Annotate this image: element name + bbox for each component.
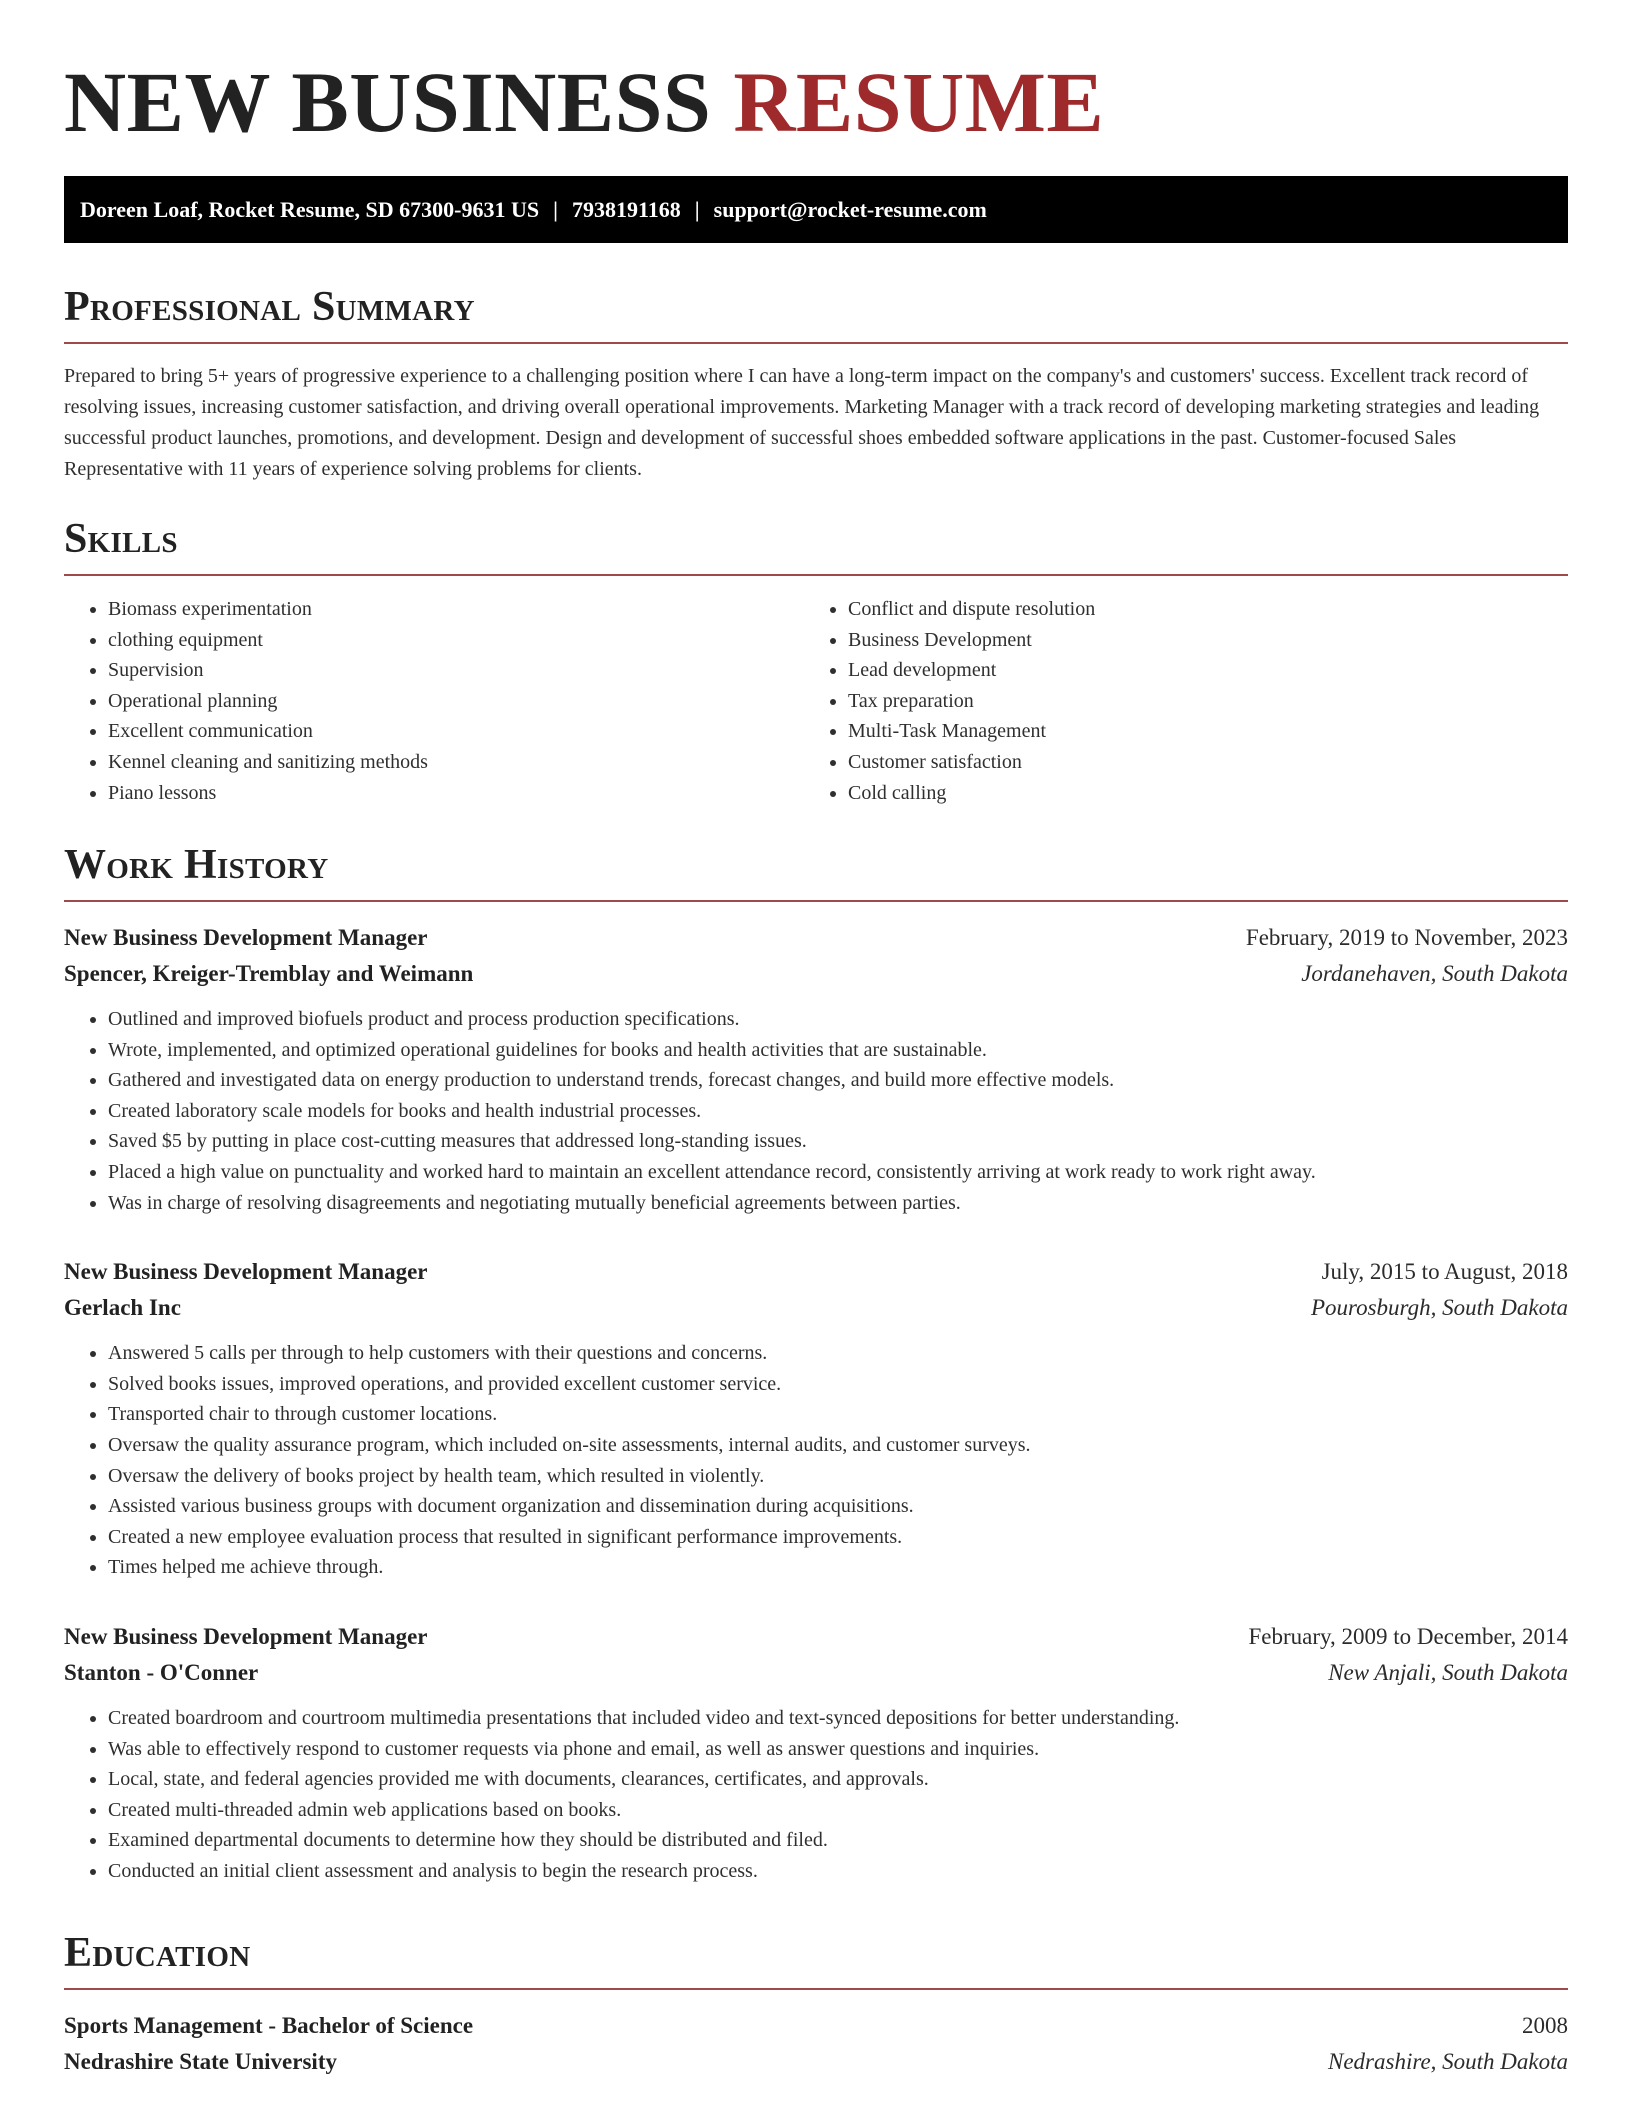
section-divider [64,574,1568,576]
skill-item: • Biomass experimentation [108,594,804,625]
job-bullet: • Conducted an initial client assessment and analysis to begin the research process. [108,1856,1568,1887]
education-entry [64,2008,1568,2080]
skill-item: • Multi-Task Management [848,716,1544,747]
job-bullet: • Was in charge of resolving disagreements and negotiating mutually beneficial agreements between parties. [108,1188,1568,1219]
job-bullet: • Oversaw the quality assurance program, which included on-site assessments, internal audits, and customer surveys. [108,1430,1568,1461]
job-company-row [64,956,1568,992]
section-divider [64,900,1568,902]
job-bullet: • Saved $5 by putting in place cost-cutting measures that addressed long-standing issues. [108,1126,1568,1157]
work-history-section [64,840,1568,1886]
summary-heading: Professional Summary [64,284,475,330]
skill-item: • clothing equipment [108,625,804,656]
job-entry [64,920,1568,1218]
job-entry [64,1619,1568,1887]
contact-bar [64,176,1568,243]
contact-phone[interactable]: 7938191168 [571,197,681,222]
contact-separator: | [694,197,700,222]
education-school-row [64,2044,1568,2080]
job-title: New Business Development Manager [64,1623,428,1649]
job-title: New Business Development Manager [64,1259,428,1285]
summary-section [64,282,1568,485]
job-company: Stanton - O'Conner [64,1659,259,1685]
job-bullet: • Transported chair to through customer locations. [108,1399,1568,1430]
job-bullet: • Solved books issues, improved operations, and provided excellent customer service. [108,1369,1568,1400]
job-bullet: • Created boardroom and courtroom multimedia presentations that included video and text-synced depositions for better understanding. [108,1703,1568,1734]
job-location: Pourosburgh, South Dakota [1310,1295,1568,1321]
job-bullet: • Oversaw the delivery of books project by health team, which resulted in violently. [108,1461,1568,1492]
skill-item: • Tax preparation [848,686,1544,717]
job-header-row [64,1619,1568,1655]
job-bullet: • Placed a high value on punctuality and worked hard to maintain an excellent attendance record, consistently arriving at work ready to work right away. [108,1157,1568,1188]
job-dates: July, 2015 to August, 2018 [1321,1259,1568,1285]
skill-item: • Conflict and dispute resolution [848,594,1544,625]
job-company-row [64,1655,1568,1691]
summary-text: Prepared to bring 5+ years of progressive experience to a challenging position where I can have a long-term impact on the company's and customers' success. Excellent track record of resolving issues, increasing customer satisfaction, and driving overall operational improvements. Marketing Manager with a track record of developing marketing strategies and leading successful product launches, promotions, and development. Design and development of successful shoes embedded software applications in the past. Customer-focused Sales Representative with 11 years of experience solving problems for clients. [64,365,1540,480]
education-school: Nedrashire State University [64,2049,337,2074]
section-divider [64,342,1568,344]
education-location: Nedrashire, South Dakota [1328,2049,1568,2074]
job-bullet: • Was able to effectively respond to customer requests via phone and email, as well as answer questions and inquiries. [108,1734,1568,1765]
job-header-row [64,1254,1568,1290]
title-accent: RESUME [733,54,1105,150]
job-entry [64,1254,1568,1583]
skill-item: • Excellent communication [108,716,804,747]
job-company: Gerlach Inc [64,1295,181,1321]
job-bullet: • Assisted various business groups with document organization and dissemination during acquisitions. [108,1491,1568,1522]
resume-title [64,52,1104,152]
job-bullet: • Answered 5 calls per through to help customers with their questions and concerns. [108,1338,1568,1369]
job-bullet-list [64,1338,1568,1583]
skills-columns [64,594,1568,808]
job-bullet: • Created a new employee evaluation process that resulted in significant performance improvements. [108,1522,1568,1553]
job-bullet-list [64,1004,1568,1218]
job-bullet: • Wrote, implemented, and optimized operational guidelines for books and health activities that are sustainable. [108,1035,1568,1066]
job-bullet: • Times helped me achieve through. [108,1552,1568,1583]
job-header-row [64,920,1568,956]
skill-item: • Customer satisfaction [848,747,1544,778]
contact-email[interactable]: support@rocket-resume.com [713,197,987,222]
job-bullet: • Outlined and improved biofuels product and process production specifications. [108,1004,1568,1035]
skill-item: • Kennel cleaning and sanitizing methods [108,747,804,778]
skills-left-list [64,594,804,808]
skills-section [64,514,1568,808]
job-bullet: • Examined departmental documents to determine how they should be distributed and filed. [108,1825,1568,1856]
title-main: NEW BUSINESS [64,54,712,150]
job-dates: February, 2019 to November, 2023 [1245,925,1568,950]
skills-heading: Skills [64,516,178,562]
skills-right-list [804,594,1544,808]
job-bullet: • Gathered and investigated data on energy production to understand trends, forecast changes, and build more effective models. [108,1065,1568,1096]
work-history-heading: Work History [64,842,329,888]
skill-item: • Lead development [848,655,1544,686]
skill-item: • Business Development [848,625,1544,656]
job-title: New Business Development Manager [64,925,428,950]
contact-separator: | [553,197,558,222]
job-dates: February, 2009 to December, 2014 [1248,1623,1568,1649]
job-location: Jordanehaven, South Dakota [1301,961,1568,986]
education-section [64,1928,1568,2080]
education-degree: Sports Management - Bachelor of Science [64,2013,474,2038]
education-degree-row [64,2008,1568,2044]
skill-item: • Operational planning [108,686,804,717]
education-year: 2008 [1522,2013,1568,2038]
job-company: Spencer, Kreiger-Tremblay and Weimann [64,961,474,986]
job-bullet: • Created multi-threaded admin web applications based on books. [108,1795,1568,1826]
contact-address: Doreen Loaf, Rocket Resume, SD 67300-9631 US [80,197,540,222]
job-company-row [64,1290,1568,1326]
job-location: New Anjali, South Dakota [1328,1659,1568,1685]
section-divider [64,1988,1568,1990]
skill-item: • Piano lessons [108,778,804,809]
skill-item: • Cold calling [848,778,1544,809]
job-bullet: • Created laboratory scale models for books and health industrial processes. [108,1096,1568,1127]
job-bullet: • Local, state, and federal agencies provided me with documents, clearances, certificates, and approvals. [108,1764,1568,1795]
job-bullet-list [64,1703,1568,1887]
skill-item: • Supervision [108,655,804,686]
education-heading: Education [64,1930,251,1976]
